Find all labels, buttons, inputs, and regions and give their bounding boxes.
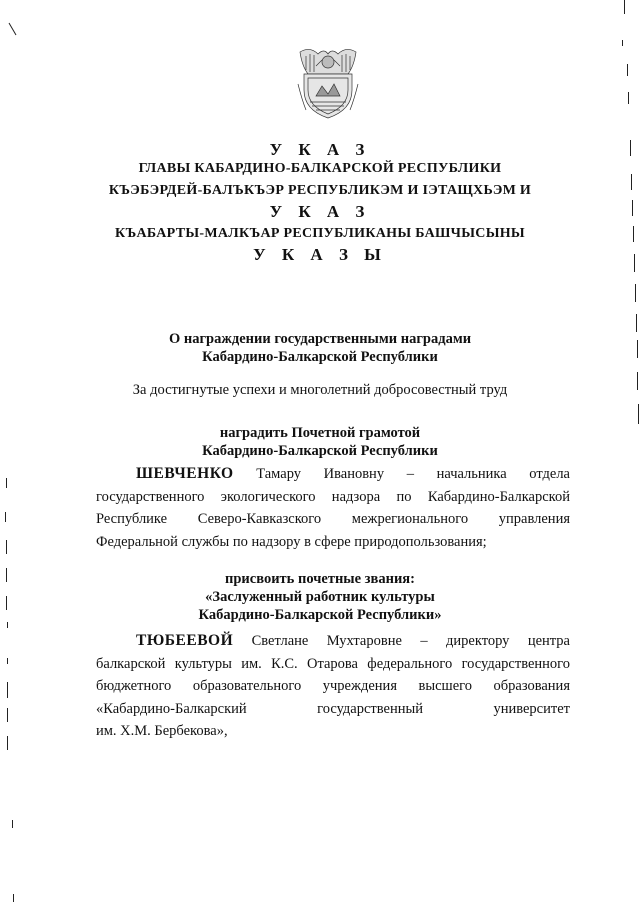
scan-mark — [13, 894, 14, 902]
recipient-2-name: ТЮБЕЕВОЙ — [136, 632, 234, 649]
recipient-1-line-3: Республике Северо-Кавказского межрегионального управления — [96, 511, 570, 527]
scan-mark — [7, 708, 8, 722]
header-line-russian: ГЛАВЫ КАБАРДИНО-БАЛКАРСКОЙ РЕСПУБЛИКИ — [138, 161, 502, 176]
scan-mark — [7, 622, 8, 628]
recipient-1-name: ШЕВЧЕНКО — [136, 465, 234, 482]
scan-mark — [636, 314, 637, 332]
recipient-1-paragraph — [96, 463, 570, 553]
decree-title-kabardian: У К А З — [269, 202, 371, 221]
subject-line-2: Кабардино-Балкарской Республики — [202, 349, 438, 365]
scan-mark — [628, 92, 629, 104]
reason-text: За достигнутые успехи и многолетний добросовестный труд — [132, 382, 508, 398]
scan-mark — [12, 820, 13, 828]
header-line-balkar: КЪАБАРТЫ-МАЛКЪАР РЕСПУБЛИКАНЫ БАШЧЫСЫНЫ — [115, 226, 525, 241]
subject-line-1: О награждении государственными наградами — [168, 331, 472, 347]
scan-mark — [6, 568, 7, 582]
award-1-line-2: Кабардино-Балкарской Республики — [202, 443, 438, 459]
scan-mark — [7, 658, 8, 664]
recipient-2-line-1 — [96, 630, 570, 653]
recipient-2-line-2: балкарской культуры им. К.С. Отарова федерального государственного — [96, 655, 570, 672]
scan-mark — [638, 404, 639, 424]
decree-title-russian: У К А З — [269, 140, 371, 159]
scan-mark — [637, 372, 638, 390]
recipient-1-line-2: государственного экологического надзора по Кабардино-Балкарской — [96, 488, 570, 505]
recipient-2-line-1-rest: Светлане Мухтаровне – директору центра — [251, 633, 570, 649]
header-line-kabardian: КЪЭБЭРДЕЙ-БАЛЪКЪЭР РЕСПУБЛИКЭМ И ІЭТАЩХЬЭМ И — [108, 183, 532, 198]
scan-mark — [7, 736, 8, 750]
recipient-2-line-4: «Кабардино-Балкарский государственный университет — [96, 700, 570, 717]
scan-mark — [624, 0, 625, 14]
recipient-2-line-3: бюджетного образовательного учреждения высшего образования — [96, 678, 570, 694]
scan-mark — [9, 23, 17, 36]
scan-mark — [5, 512, 6, 522]
scan-mark — [631, 174, 632, 190]
scan-mark — [6, 540, 7, 554]
recipient-1-line-1 — [96, 463, 570, 486]
coat-of-arms-emblem — [296, 44, 360, 120]
scan-mark — [630, 140, 631, 156]
scan-mark — [632, 200, 633, 216]
scan-mark — [633, 226, 634, 242]
award-2-line-1: присвоить почетные звания: — [225, 571, 415, 587]
recipient-2-line-5: им. Х.М. Бербекова», — [96, 723, 228, 739]
recipient-1-line-1-rest: Тамару Ивановну – начальника отдела — [256, 466, 570, 482]
scan-mark — [635, 284, 636, 302]
scan-mark — [6, 596, 7, 610]
scan-mark — [622, 40, 623, 46]
scan-mark — [634, 254, 635, 272]
scan-mark — [627, 64, 628, 76]
scan-mark — [6, 478, 7, 488]
recipient-2-paragraph — [96, 630, 570, 743]
award-2-line-2: «Заслуженный работник культуры — [205, 589, 435, 605]
scan-mark — [637, 340, 638, 358]
decree-title-balkar: У К А З Ы — [253, 245, 387, 264]
award-1-line-1: наградить Почетной грамотой — [219, 425, 421, 441]
award-2-line-3: Кабардино-Балкарской Республики» — [198, 607, 442, 623]
scan-mark — [7, 682, 8, 698]
recipient-1-line-4: Федеральной службы по надзору в сфере природопользования; — [96, 533, 487, 550]
